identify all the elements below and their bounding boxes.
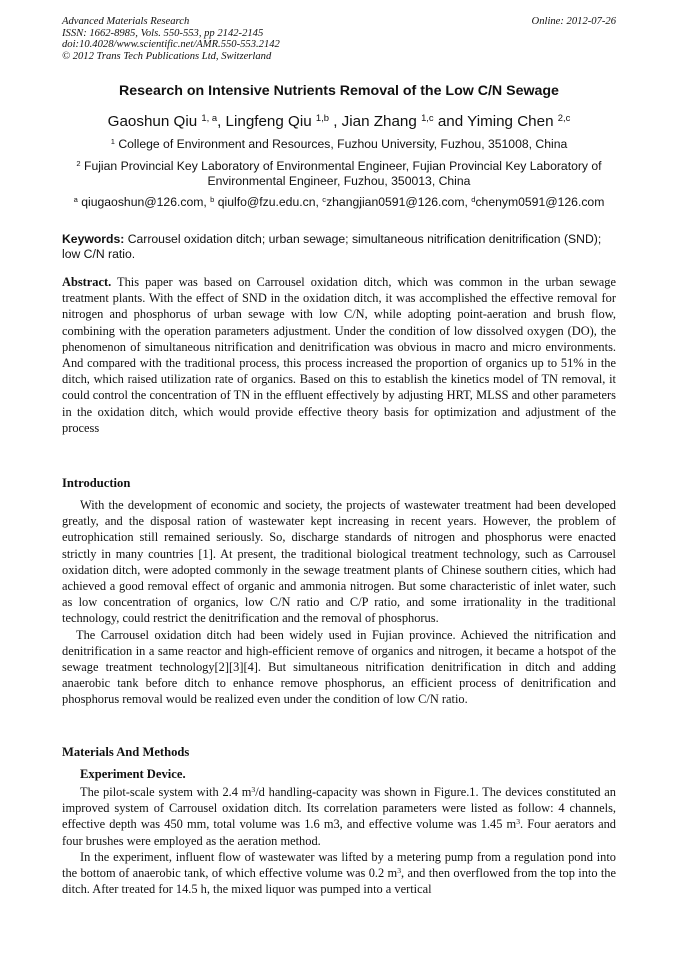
email-d: chenym0591@126.com — [475, 195, 605, 209]
affiliation-1 — [62, 137, 616, 152]
author-separator: , — [329, 113, 342, 130]
journal-name: Advanced Materials Research — [62, 16, 190, 27]
author-name: Lingfeng Qiu — [225, 113, 312, 130]
text-run: In the experiment, influent flow of wastewater was lifted by a metering pump from a regulation pond into the bottom of anaerobic tank, of which effective volume was 0.2 m — [62, 849, 616, 881]
author-name: Yiming Chen — [467, 113, 554, 130]
author-list — [0, 113, 678, 130]
author-affiliation-mark: 1,b — [315, 111, 329, 123]
journal-header — [62, 16, 616, 62]
paragraph: The Carrousel oxidation ditch had been widely used in Fujian province. Achieved the nitrification and denitrification in a same reactor and high-efficient remove of organics and nitrogen, it became a hotspot of the sewage treatment technology[2][3][4]. But simultaneous nitrification denitrification in ditch and adding anaerobic tank before ditch to enhance remove phosphorus, an efficient process of denitrification and phosphorus removal would be realized even under the condition of low C/N ratio. — [62, 627, 616, 707]
text-run: , and then overflowed from the top into the ditch. After treated for 14.5 h, the mixed liquor was pumped into a vertical — [62, 866, 617, 897]
methods-heading: Materials And Methods — [62, 745, 190, 759]
superscript: 3 — [251, 784, 256, 794]
keywords-label: Keywords: — [62, 232, 125, 246]
text-run: . Four aerators and four brushes were employed as the aeration method. — [62, 817, 616, 848]
introduction-body — [62, 497, 616, 708]
author-name: Gaoshun Qiu — [107, 113, 198, 130]
online-date: Online: 2012-07-26 — [531, 16, 616, 27]
email-mark: d — [471, 194, 476, 204]
text-run: /d handling-capacity was shown in Figure.1. The devices constituted an improved system of Carrousel oxidation ditch. Its correlation parameters were listed as follow: 4 channels, effective depth was 450 mm, total volume was 1.6 m3, and effective volume was 1.45 m — [62, 785, 616, 832]
email-list — [62, 195, 616, 210]
author-affiliation-mark: 2,c — [557, 111, 571, 123]
abstract-text: This paper was based on Carrousel oxidation ditch, which was common in the urban sewage treatment plants. With the effect of SND in the oxidation ditch, it was accomplished the effective removal for nitrogen and phosphorus of urban sewage with low C/N, while adopting point-aeration and brush flow, combining with the operation parameters adjustment. Under the condition of low dissolved oxygen (DO), the phenomenon of simultaneous nitrification and denitrification was obvious in macro and micro environments. And compared with the traditional process, this process increased the proportion of organics up to 51% in the ditch, which raised utilization rate of organics. Based on this to establish the kinetics model of TN removal, it could control the concentration of TN in the effluent effectively by adjusting HRT, MLSS and other parameters in the oxidation ditch, which would provide effective theory basis for optimization and adjustment of the process — [62, 275, 616, 435]
paragraph: With the development of economic and society, the projects of wastewater treatment had been developed greatly, and the disposal ration of wastewater kept increasing in recent years. However, the problem of eutrophication still remained seriously. So, discharge standards of nitrogen and phosphorus were enacted strictly in many countries [1]. At present, the traditional biological treatment technology, such as Carrousel oxidation ditch, were adopted commonly in the sewage treatment plants of Chinese southern cities, which had achieved a good removal effect of organic and ammonia nitrogen. But some characteristic of inlet water, such as low concentration of organics, low C/N ratio and C/P ratio, and some irrationality in the traditional technology, could restrict the denitrification and the removal of phosphorus. — [62, 498, 616, 626]
paper-title: Research on Intensive Nutrients Removal of the Low C/N Sewage — [119, 83, 559, 99]
author-separator: , — [217, 113, 226, 130]
email-b: qiulfo@fzu.edu.cn, — [217, 195, 323, 209]
issn-line: ISSN: 1662-8985, Vols. 550-553, pp 2142-2145 — [62, 27, 264, 39]
author-affiliation-mark: 1, a — [201, 111, 218, 123]
copyright-line: © 2012 Trans Tech Publications Ltd, Switzerland — [62, 50, 272, 62]
affiliation-mark: 2 — [76, 158, 81, 168]
affiliation-2 — [62, 159, 616, 189]
author-separator: and — [433, 113, 468, 130]
introduction-heading: Introduction — [62, 476, 131, 490]
doi-line: doi:10.4028/www.scientific.net/AMR.550-553.2142 — [62, 39, 280, 50]
experiment-device-heading: Experiment Device. — [80, 767, 186, 781]
email-mark: a — [73, 194, 78, 204]
email-mark: c — [322, 194, 327, 204]
superscript: 3 — [397, 865, 402, 875]
keywords — [62, 232, 616, 262]
affiliation-text: College of Environment and Resources, Fuzhou University, Fuzhou, 351008, China — [118, 137, 568, 151]
abstract-label: Abstract. — [62, 275, 112, 289]
paragraph — [62, 784, 616, 849]
methods-body — [62, 784, 616, 897]
email-c: zhangjian0591@126.com, — [326, 195, 472, 209]
keywords-text: Carrousel oxidation ditch; urban sewage; simultaneous nitrification denitrification (SND); low C/N ratio. — [62, 232, 602, 261]
author-name: Jian Zhang — [341, 113, 417, 130]
email-a: qiugaoshun@126.com, — [81, 195, 211, 209]
email-mark: b — [210, 194, 215, 204]
paragraph — [62, 849, 616, 898]
author-affiliation-mark: 1,c — [421, 111, 434, 123]
affiliation-mark: 1 — [110, 136, 115, 146]
superscript: 3 — [516, 817, 521, 827]
abstract — [62, 274, 616, 436]
text-run: The pilot-scale system with 2.4 m — [80, 785, 252, 799]
affiliation-text: Fujian Provincial Key Laboratory of Environmental Engineer, Fujian Provincial Key Laboratory of Environmental Engineer, Fuzhou, 350013, China — [84, 159, 602, 188]
